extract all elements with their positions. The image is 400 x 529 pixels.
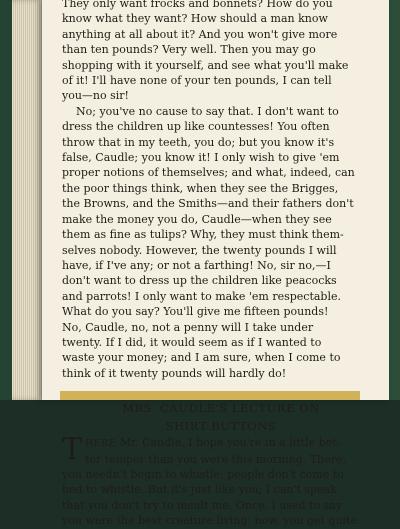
text-line: ter temper than you were this morning. There, [85, 452, 347, 466]
chapter-heading-line: MRS. CAUDLE'S LECTURE ON [122, 401, 320, 416]
book-cover-edge [0, 0, 12, 400]
page-text [62, 0, 380, 529]
text-line: the Browns, and the Smiths—and their fathers don't [62, 197, 354, 211]
book-cover-right [389, 0, 400, 400]
text-line [62, 435, 380, 451]
text-line: have, if I've any; or not a farthing! No, sir no,—I [62, 258, 331, 272]
chapter-first-paragraph [62, 432, 380, 528]
first-word-smallcaps: HERE [85, 438, 117, 450]
text-line: throw that in my teeth, you do; but you know it's [62, 135, 335, 149]
text-line: you—no sir! [62, 89, 129, 103]
text-line: make the money you do, Caudle—when they see [62, 212, 332, 226]
chapter-heading [62, 399, 380, 435]
text-line: than ten pounds? Very well. Then you may go [62, 43, 316, 57]
text-line-rest: Mr. Caudle, I hope you're in a little bet- [116, 436, 341, 450]
text-line: bed to whistle. But it's just like you; I can't speak [62, 483, 337, 497]
text-line: don't want to dress up the children like peacocks [62, 274, 337, 288]
text-line: anything at all about it? And you won't give more [62, 27, 338, 41]
text-line: dress the children up like countesses! You often [62, 120, 330, 134]
text-line: waste your money; and I am sure, when I come to [62, 351, 341, 365]
text-line: They only want frocks and bonnets? How do you [62, 0, 333, 10]
text-line: No; you've no cause to say that. I don't want to [76, 104, 339, 118]
text-line: the poor things think, when they see the Brigges, [62, 181, 339, 195]
text-line: you were the best creature living: now, you get quite [62, 514, 357, 528]
text-line: and parrots! I only want to make 'em respectable. [62, 289, 341, 303]
book-page [42, 0, 389, 528]
chapter-heading-line: SHIRT BUTTONS [165, 419, 277, 434]
text-line: What do you say? You'll give me fifteen pounds! [62, 305, 329, 319]
paragraph [62, 104, 380, 381]
text-line: you needn't begin to whistle: people don't come to [62, 467, 344, 481]
paragraph-continued [62, 0, 380, 104]
text-line: No, Caudle, no, not a penny will I take under [62, 320, 314, 334]
page-bottom-fold [60, 391, 360, 400]
text-line: shopping with it yourself, and see what you'll make [62, 58, 349, 72]
text-line: that you don't try to insult me. Once, I used to say [62, 498, 343, 512]
text-line: false, Caudle; you know it! I only wish to give 'em [62, 151, 340, 165]
drop-cap: T [62, 432, 83, 468]
text-line: them as fine as tulips? Why, they must think them- [62, 228, 344, 242]
text-line: proper notions of themselves; and what, indeed, can [62, 166, 355, 180]
text-line: think of it twenty pounds will hardly do! [62, 366, 287, 380]
text-line: of it! I'll have none of your ten pounds, I can tell [62, 74, 332, 88]
text-line: selves nobody. However, the twenty pounds I will [62, 243, 337, 257]
text-line: know what they want? How should a man know [62, 12, 328, 26]
text-line: twenty. If I did, it would seem as if I wanted to [62, 335, 322, 349]
